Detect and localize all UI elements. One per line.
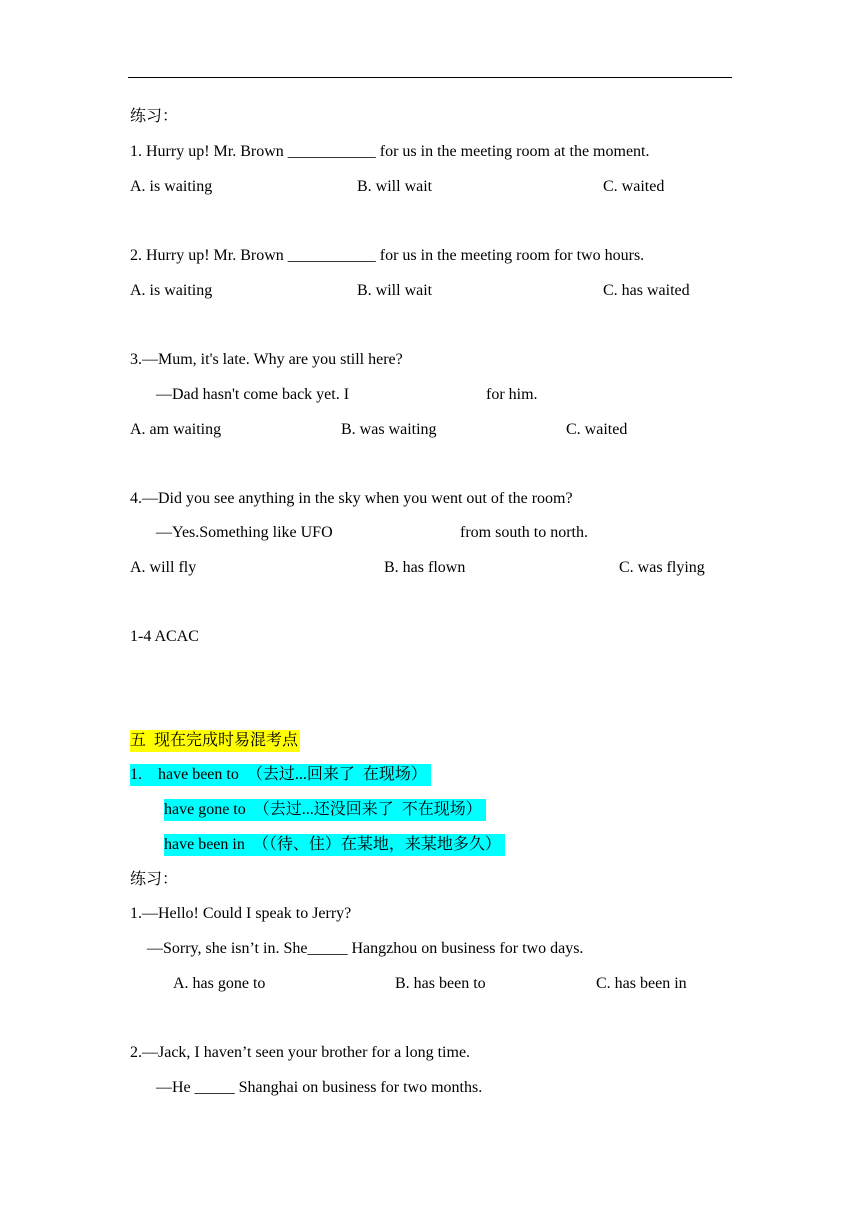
question-3-option-b: B. was waiting	[341, 421, 437, 438]
exercise-1-line2: —Sorry, she isn’t in. She_____ Hangzhou on business for two days.	[147, 940, 584, 957]
header-rule	[128, 77, 732, 78]
question-3-line2-part2: for him.	[486, 386, 538, 403]
question-4-option-a: A. will fly	[130, 559, 197, 576]
question-1-option-b: B. will wait	[357, 178, 433, 195]
exercise-1-option-b: B. has been to	[395, 975, 486, 992]
question-4-line2-part2: from south to north.	[460, 524, 588, 541]
question-3-stem: 3.—Mum, it's late. Why are you still here?	[130, 351, 403, 368]
question-2-option-b: B. will wait	[357, 282, 433, 299]
question-3-option-a: A. am waiting	[130, 421, 222, 438]
question-4-line2-part1: —Yes.Something like UFO	[156, 524, 333, 541]
exercise-1-stem: 1.—Hello! Could I speak to Jerry?	[130, 905, 352, 922]
question-4-option-c: C. was flying	[619, 559, 705, 576]
exercise-2-line2: —He _____ Shanghai on business for two months.	[156, 1079, 483, 1096]
usage-item-3: have been in （（待、住）在某地，来某地多久）	[164, 834, 505, 856]
question-1-stem: 1. Hurry up! Mr. Brown ___________ for us in the meeting room at the moment.	[130, 143, 650, 160]
exercise-1-option-c: C. has been in	[596, 975, 687, 992]
answer-key: 1-4 ACAC	[130, 628, 199, 645]
question-2-stem: 2. Hurry up! Mr. Brown ___________ for us in the meeting room for two hours.	[130, 247, 645, 264]
usage-item-1: 1. have been to （去过...回来了 在现场）	[130, 764, 431, 786]
exercise-1-option-a: A. has gone to	[173, 975, 266, 992]
exercise-2-stem: 2.—Jack, I haven’t seen your brother for a long time.	[130, 1044, 471, 1061]
usage-item-2: have gone to （去过...还没回来了 不在现场）	[164, 799, 486, 821]
question-3-line2-part1: —Dad hasn't come back yet. I	[156, 386, 350, 403]
question-3-option-c: C. waited	[566, 421, 628, 438]
question-2-option-a: A. is waiting	[130, 282, 213, 299]
question-4-stem: 4.—Did you see anything in the sky when you went out of the room?	[130, 490, 573, 507]
question-2-option-c: C. has waited	[603, 282, 690, 299]
question-4-option-b: B. has flown	[384, 559, 466, 576]
practice-label-2: 练习：	[130, 871, 179, 888]
practice-label: 练习：	[130, 108, 179, 125]
section-heading: 五 现在完成时易混考点	[130, 730, 300, 752]
question-1-option-c: C. waited	[603, 178, 665, 195]
question-1-option-a: A. is waiting	[130, 178, 213, 195]
